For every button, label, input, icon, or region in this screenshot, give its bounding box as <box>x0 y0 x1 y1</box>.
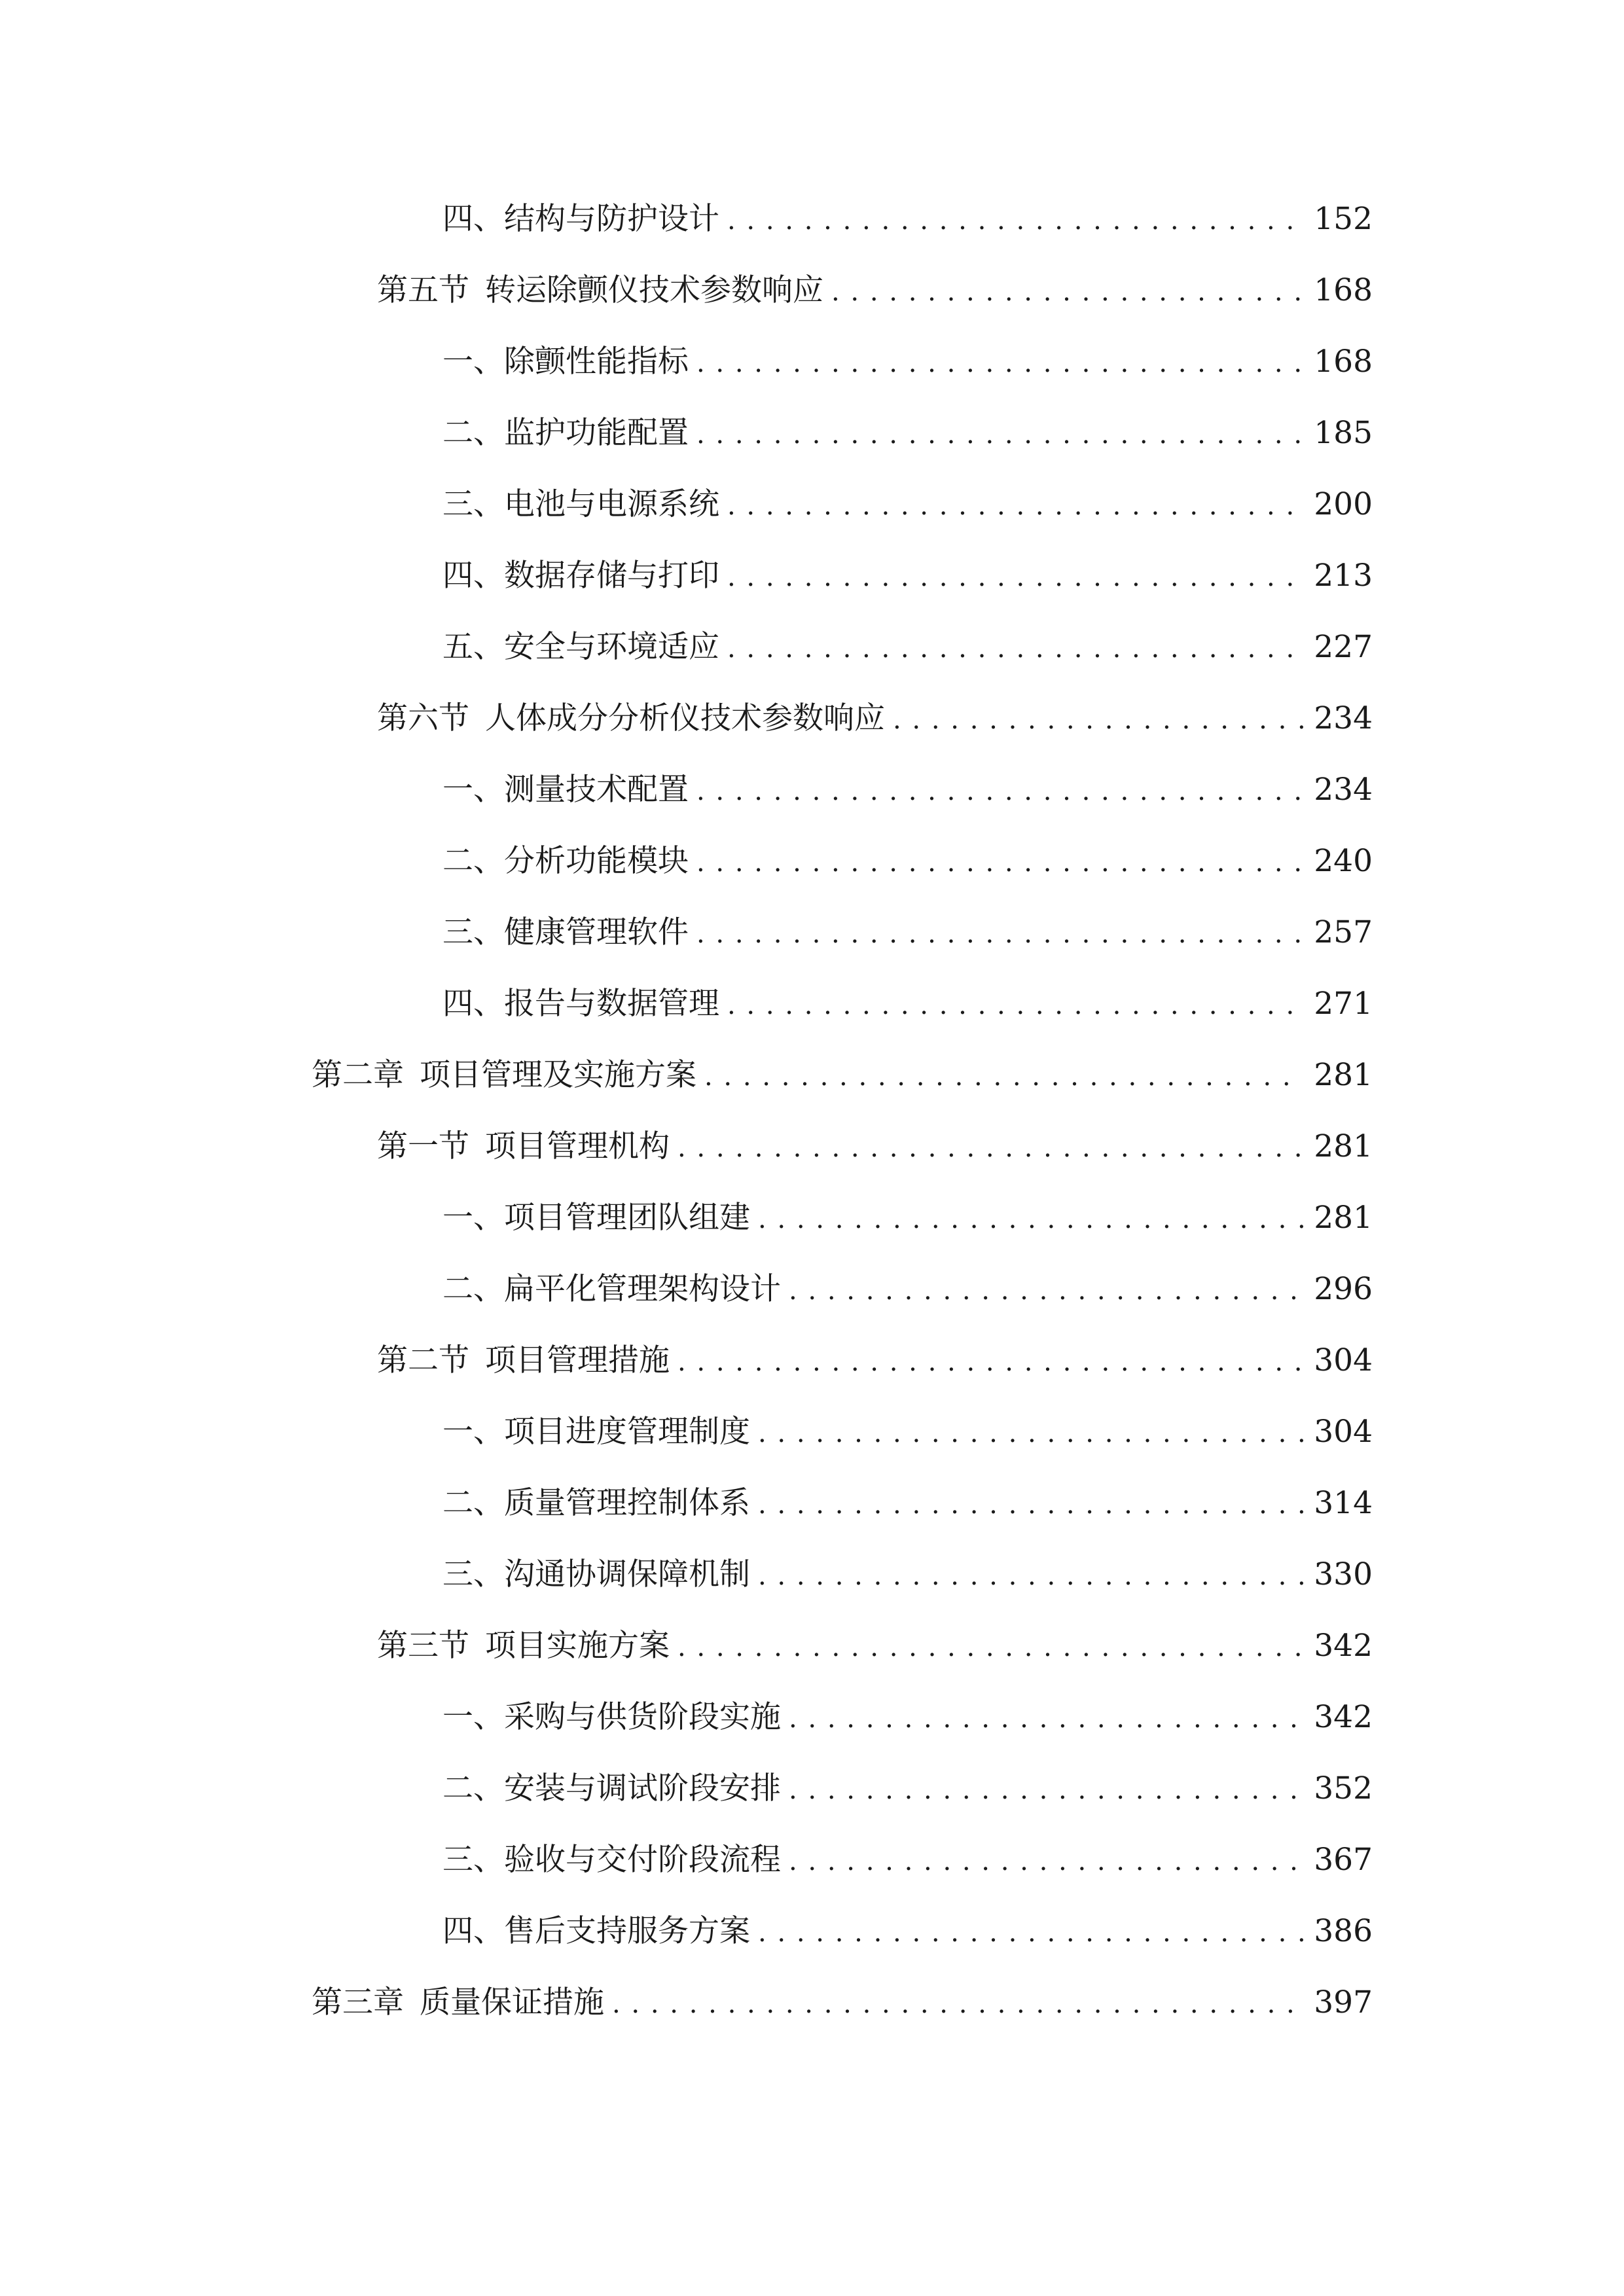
toc-entry-page: 234 <box>1314 772 1373 808</box>
toc-entry[interactable] <box>442 553 1373 599</box>
toc-entry[interactable] <box>442 410 1373 456</box>
toc-entry[interactable] <box>442 339 1373 385</box>
toc-entry[interactable] <box>312 1980 1373 2026</box>
toc-entry-page: 227 <box>1314 629 1373 665</box>
toc-entry[interactable] <box>442 1195 1373 1241</box>
toc-entry-page: 168 <box>1314 344 1373 380</box>
toc-entry[interactable] <box>442 1409 1373 1455</box>
toc-entry[interactable] <box>442 1766 1373 1812</box>
dot-leader <box>758 1410 1303 1456</box>
toc-entry-title: 健康管理软件 <box>504 914 689 950</box>
toc-entry-title: 人体成分分析仪技术参数响应 <box>485 700 885 736</box>
toc-entry[interactable] <box>442 1552 1373 1598</box>
toc-entry-title: 采购与供货阶段实施 <box>504 1699 781 1735</box>
toc-entry-title: 项目进度管理制度 <box>504 1414 750 1450</box>
toc-entry[interactable] <box>442 981 1373 1027</box>
toc-entry-number: 二、 <box>442 415 504 451</box>
toc-entry-number: 四、 <box>442 558 504 594</box>
toc-entry-number: 一、 <box>442 1200 504 1236</box>
toc-entry-title: 质量管理控制体系 <box>504 1485 750 1521</box>
toc-entry-page: 200 <box>1314 486 1373 522</box>
dot-leader <box>789 1839 1303 1884</box>
toc-entry[interactable] <box>312 1052 1373 1098</box>
toc-entry-section-prefix: 第三节 <box>377 1628 469 1664</box>
dot-leader <box>677 1125 1303 1171</box>
dot-leader <box>758 1196 1303 1242</box>
toc-entry-number: 一、 <box>442 344 504 380</box>
toc-entry-page: 281 <box>1314 1200 1373 1236</box>
dot-leader <box>696 840 1303 886</box>
toc-entry[interactable] <box>442 1695 1373 1740</box>
toc-entry-number: 二、 <box>442 843 504 879</box>
toc-entry-page: 240 <box>1314 843 1373 879</box>
dot-leader <box>612 1981 1303 2027</box>
toc-entry-page: 296 <box>1314 1271 1373 1307</box>
toc-entry-page: 185 <box>1314 415 1373 451</box>
dot-leader <box>696 768 1303 814</box>
toc-entry[interactable] <box>442 1266 1373 1312</box>
dot-leader <box>758 1910 1303 1956</box>
toc-entry-title: 项目管理机构 <box>485 1128 670 1164</box>
toc-entry-page: 281 <box>1314 1057 1373 1093</box>
toc-entry[interactable] <box>442 838 1373 884</box>
toc-entry-number: 三、 <box>442 914 504 950</box>
toc-entry-title: 转运除颤仪技术参数响应 <box>485 272 823 308</box>
dot-leader <box>696 911 1303 957</box>
toc-entry-number: 二、 <box>442 1485 504 1521</box>
toc-entry-page: 386 <box>1314 1913 1373 1949</box>
toc-entry[interactable] <box>442 767 1373 813</box>
toc-entry-page: 234 <box>1314 700 1373 736</box>
dot-leader <box>727 982 1303 1028</box>
dot-leader <box>727 198 1303 243</box>
dot-leader <box>704 1054 1303 1100</box>
toc-entry-title: 结构与防护设计 <box>504 201 719 237</box>
toc-entry-title: 项目管理团队组建 <box>504 1200 750 1236</box>
toc-entry-number: 四、 <box>442 1913 504 1949</box>
dot-leader <box>727 554 1303 600</box>
toc-entry-title: 售后支持服务方案 <box>504 1913 750 1949</box>
toc-entry-chapter-prefix: 第二章 <box>312 1057 404 1093</box>
toc-entry-section-prefix: 第六节 <box>377 700 469 736</box>
dot-leader <box>677 1624 1303 1670</box>
toc-entry-title: 数据存储与打印 <box>504 558 719 594</box>
toc-entry[interactable] <box>442 1909 1373 1954</box>
toc-entry-page: 213 <box>1314 558 1373 594</box>
toc-entry-page: 330 <box>1314 1556 1373 1592</box>
toc-entry-title: 扁平化管理架构设计 <box>504 1271 781 1307</box>
toc-entry-title: 项目管理措施 <box>485 1342 670 1378</box>
toc-entry-section-prefix: 第二节 <box>377 1342 469 1378</box>
toc-entry-page: 304 <box>1314 1414 1373 1450</box>
dot-leader <box>758 1553 1303 1599</box>
toc-entry[interactable] <box>377 268 1373 314</box>
dot-leader <box>727 626 1303 672</box>
toc-entry-page: 257 <box>1314 914 1373 950</box>
toc-entry-number: 四、 <box>442 986 504 1022</box>
toc-entry[interactable] <box>442 624 1373 670</box>
dot-leader <box>893 697 1303 743</box>
toc-entry-page: 342 <box>1314 1628 1373 1664</box>
toc-entry-title: 安装与调试阶段安排 <box>504 1770 781 1806</box>
toc-entry[interactable] <box>377 1124 1373 1170</box>
toc-entry-number: 三、 <box>442 486 504 522</box>
toc-entry-title: 测量技术配置 <box>504 772 689 808</box>
toc-entry-title: 报告与数据管理 <box>504 986 719 1022</box>
dot-leader <box>696 412 1303 457</box>
toc-entry[interactable] <box>442 910 1373 956</box>
toc-entry-chapter-prefix: 第三章 <box>312 1984 404 2020</box>
toc-entry-number: 一、 <box>442 1699 504 1735</box>
toc-entry-title: 监护功能配置 <box>504 415 689 451</box>
toc-entry[interactable] <box>442 1837 1373 1883</box>
dot-leader <box>789 1767 1303 1813</box>
toc-entry-title: 除颤性能指标 <box>504 344 689 380</box>
toc-entry-title: 分析功能模块 <box>504 843 689 879</box>
toc-entry-number: 四、 <box>442 201 504 237</box>
toc-entry-page: 304 <box>1314 1342 1373 1378</box>
dot-leader <box>727 483 1303 529</box>
dot-leader <box>789 1696 1303 1742</box>
toc-entry-page: 281 <box>1314 1128 1373 1164</box>
dot-leader <box>696 340 1303 386</box>
toc-entry[interactable] <box>442 482 1373 528</box>
toc-entry-title: 质量保证措施 <box>420 1984 604 2020</box>
toc-entry-page: 352 <box>1314 1770 1373 1806</box>
toc-entry-number: 三、 <box>442 1842 504 1878</box>
toc-entry-number: 二、 <box>442 1271 504 1307</box>
dot-leader <box>789 1268 1303 1314</box>
toc-entry-number: 五、 <box>442 629 504 665</box>
toc-entry[interactable] <box>442 1480 1373 1526</box>
toc-entry-page: 342 <box>1314 1699 1373 1735</box>
dot-leader <box>677 1339 1303 1385</box>
toc-entry-section-prefix: 第五节 <box>377 272 469 308</box>
toc-entry[interactable] <box>377 696 1373 742</box>
toc-entry-title: 沟通协调保障机制 <box>504 1556 750 1592</box>
toc-entry-section-prefix: 第一节 <box>377 1128 469 1164</box>
toc-entry-title: 电池与电源系统 <box>504 486 719 522</box>
toc-entry-page: 168 <box>1314 272 1373 308</box>
toc-entry-title: 验收与交付阶段流程 <box>504 1842 781 1878</box>
toc-entry-page: 397 <box>1314 1984 1373 2020</box>
toc-entry-number: 一、 <box>442 772 504 808</box>
toc-entry-number: 三、 <box>442 1556 504 1592</box>
toc-entry-number: 一、 <box>442 1414 504 1450</box>
toc-entry-page: 152 <box>1314 201 1373 237</box>
toc-entry-title: 项目管理及实施方案 <box>420 1057 696 1093</box>
toc-entry-number: 二、 <box>442 1770 504 1806</box>
toc-entry-page: 271 <box>1314 986 1373 1022</box>
toc-entry-title: 项目实施方案 <box>485 1628 670 1664</box>
dot-leader <box>758 1482 1303 1528</box>
toc-entry[interactable] <box>442 196 1373 242</box>
toc-entry-title: 安全与环境适应 <box>504 629 719 665</box>
toc-entry[interactable] <box>377 1338 1373 1384</box>
toc-entry[interactable] <box>377 1623 1373 1669</box>
toc-entry-page: 314 <box>1314 1485 1373 1521</box>
dot-leader <box>831 269 1303 315</box>
toc-entry-page: 367 <box>1314 1842 1373 1878</box>
